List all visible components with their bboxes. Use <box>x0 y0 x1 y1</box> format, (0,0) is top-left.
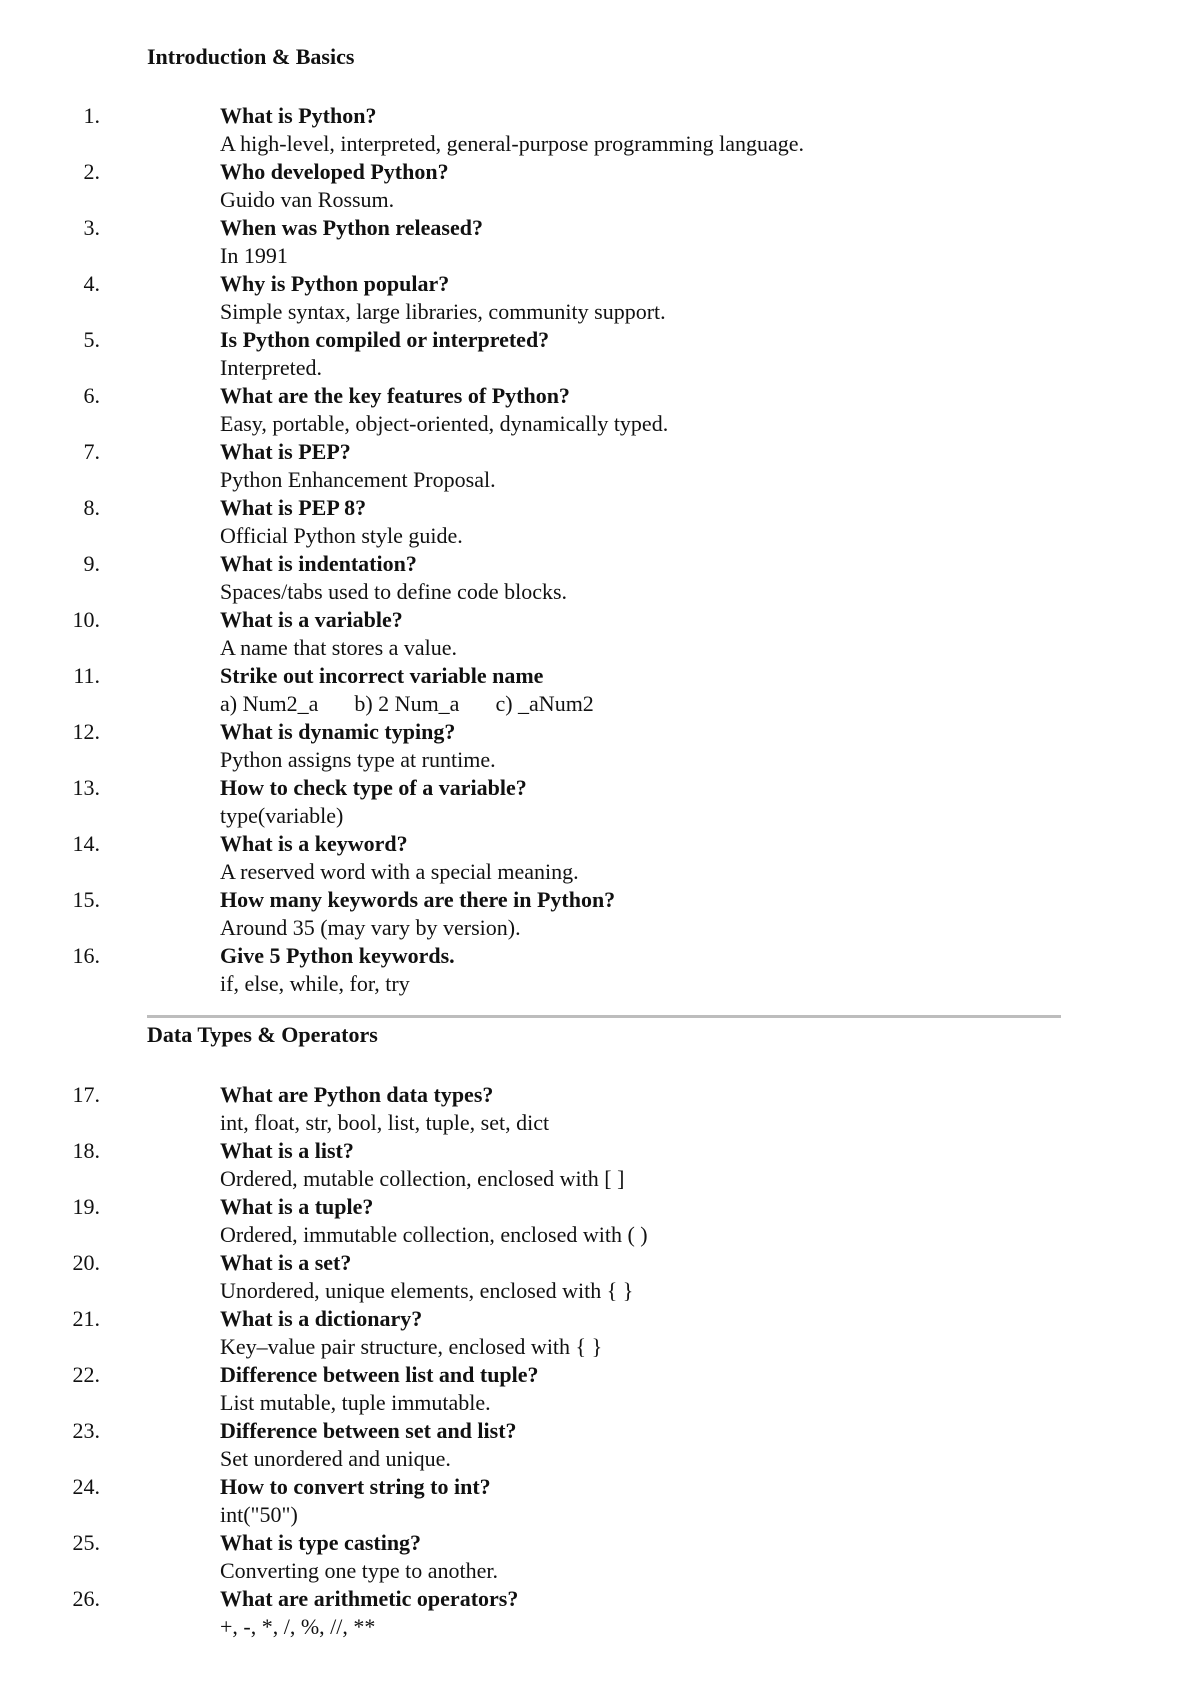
question-text: How to convert string to int? <box>220 1474 491 1499</box>
answer-option: b) 2 Num_a <box>354 691 460 716</box>
section-title-data-types-operators: Data Types & Operators <box>147 1022 378 1047</box>
answer-text: Interpreted. <box>220 355 322 380</box>
qa-item <box>0 158 1100 214</box>
question-text: Why is Python popular? <box>220 271 450 296</box>
qa-item <box>0 1249 1100 1305</box>
qa-item <box>0 886 1100 942</box>
answer-text: Set unordered and unique. <box>220 1446 451 1471</box>
qa-item <box>0 1137 1100 1193</box>
answer-text: +, -, *, /, %, //, ** <box>220 1614 376 1639</box>
answer-text: int("50") <box>220 1502 298 1527</box>
answer-text: Spaces/tabs used to define code blocks. <box>220 579 568 604</box>
question-text: What is type casting? <box>220 1530 422 1555</box>
qa-item <box>0 326 1100 382</box>
answer-text: Easy, portable, object-oriented, dynamically typed. <box>220 411 669 436</box>
answer-text: int, float, str, bool, list, tuple, set, dict <box>220 1110 550 1135</box>
qa-item <box>0 1193 1100 1249</box>
qa-item <box>0 1529 1100 1585</box>
section-divider <box>147 1015 1061 1018</box>
qa-list-introduction-basics <box>0 102 1100 998</box>
question-text: Difference between list and tuple? <box>220 1362 539 1387</box>
qa-item <box>0 1081 1100 1137</box>
item-number: 8. <box>83 495 100 520</box>
item-number: 22. <box>72 1362 100 1387</box>
question-text: What is indentation? <box>220 551 417 576</box>
question-text: When was Python released? <box>220 215 483 240</box>
answer-option: c) _aNum2 <box>495 691 594 716</box>
item-number: 11. <box>73 663 100 688</box>
item-number: 16. <box>72 943 100 968</box>
item-number: 24. <box>72 1474 100 1499</box>
item-number: 9. <box>83 551 100 576</box>
item-number: 1. <box>83 103 100 128</box>
item-number: 5. <box>83 327 100 352</box>
qa-item <box>0 718 1100 774</box>
item-number: 19. <box>72 1194 100 1219</box>
qa-item <box>0 942 1100 998</box>
qa-item <box>0 214 1100 270</box>
answer-text: Ordered, immutable collection, enclosed with ( ) <box>220 1222 648 1247</box>
item-number: 17. <box>72 1082 100 1107</box>
qa-item <box>0 662 1100 718</box>
qa-item <box>0 102 1100 158</box>
item-number: 26. <box>72 1586 100 1611</box>
item-number: 10. <box>72 607 100 632</box>
answer-text: Python assigns type at runtime. <box>220 747 496 772</box>
answer-text: Converting one type to another. <box>220 1558 498 1583</box>
answer-text: A name that stores a value. <box>220 635 458 660</box>
item-number: 12. <box>72 719 100 744</box>
item-number: 18. <box>72 1138 100 1163</box>
item-number: 4. <box>83 271 100 296</box>
item-number: 15. <box>72 887 100 912</box>
answer-text: A high-level, interpreted, general-purpose programming language. <box>220 131 805 156</box>
question-text: What is a list? <box>220 1138 354 1163</box>
item-number: 14. <box>72 831 100 856</box>
item-number: 2. <box>83 159 100 184</box>
item-number: 7. <box>83 439 100 464</box>
question-text: What is a tuple? <box>220 1194 374 1219</box>
question-text: What is dynamic typing? <box>220 719 456 744</box>
qa-item <box>0 550 1100 606</box>
answer-text: if, else, while, for, try <box>220 971 410 996</box>
question-text: What is a dictionary? <box>220 1306 423 1331</box>
question-text: What is PEP? <box>220 439 351 464</box>
item-number: 23. <box>72 1418 100 1443</box>
qa-item <box>0 606 1100 662</box>
question-text: Difference between set and list? <box>220 1418 517 1443</box>
answer-text: Unordered, unique elements, enclosed with { } <box>220 1278 634 1303</box>
qa-item <box>0 438 1100 494</box>
qa-item <box>0 1585 1100 1641</box>
answer-text: Official Python style guide. <box>220 523 463 548</box>
qa-item <box>0 830 1100 886</box>
question-text: Strike out incorrect variable name <box>220 663 544 688</box>
question-text: What is a keyword? <box>220 831 408 856</box>
answer-options <box>220 690 630 718</box>
answer-text: A reserved word with a special meaning. <box>220 859 579 884</box>
qa-item <box>0 1361 1100 1417</box>
qa-item <box>0 270 1100 326</box>
qa-item <box>0 382 1100 438</box>
answer-text: Guido van Rossum. <box>220 187 395 212</box>
qa-item <box>0 1305 1100 1361</box>
answer-text: type(variable) <box>220 803 344 828</box>
item-number: 3. <box>83 215 100 240</box>
question-text: What is a variable? <box>220 607 403 632</box>
qa-item <box>0 494 1100 550</box>
qa-item <box>0 774 1100 830</box>
question-text: Give 5 Python keywords. <box>220 943 455 968</box>
answer-option: a) Num2_a <box>220 691 319 716</box>
question-text: How many keywords are there in Python? <box>220 887 616 912</box>
answer-text: Simple syntax, large libraries, community support. <box>220 299 666 324</box>
item-number: 13. <box>72 775 100 800</box>
question-text: Who developed Python? <box>220 159 449 184</box>
item-number: 20. <box>72 1250 100 1275</box>
item-number: 25. <box>72 1530 100 1555</box>
question-text: What is Python? <box>220 103 377 128</box>
section-title-introduction-basics: Introduction & Basics <box>147 44 355 69</box>
answer-text: Ordered, mutable collection, enclosed with [ ] <box>220 1166 625 1191</box>
question-text: Is Python compiled or interpreted? <box>220 327 550 352</box>
answer-text: Around 35 (may vary by version). <box>220 915 521 940</box>
answer-text: Key–value pair structure, enclosed with { } <box>220 1334 603 1359</box>
answer-text: Python Enhancement Proposal. <box>220 467 496 492</box>
question-text: What are the key features of Python? <box>220 383 570 408</box>
item-number: 6. <box>83 383 100 408</box>
qa-list-data-types-operators <box>0 1081 1100 1641</box>
answer-text: List mutable, tuple immutable. <box>220 1390 491 1415</box>
question-text: What are Python data types? <box>220 1082 494 1107</box>
question-text: What are arithmetic operators? <box>220 1586 519 1611</box>
qa-item <box>0 1417 1100 1473</box>
question-text: How to check type of a variable? <box>220 775 527 800</box>
answer-text: In 1991 <box>220 243 288 268</box>
item-number: 21. <box>72 1306 100 1331</box>
qa-item <box>0 1473 1100 1529</box>
question-text: What is PEP 8? <box>220 495 367 520</box>
question-text: What is a set? <box>220 1250 352 1275</box>
